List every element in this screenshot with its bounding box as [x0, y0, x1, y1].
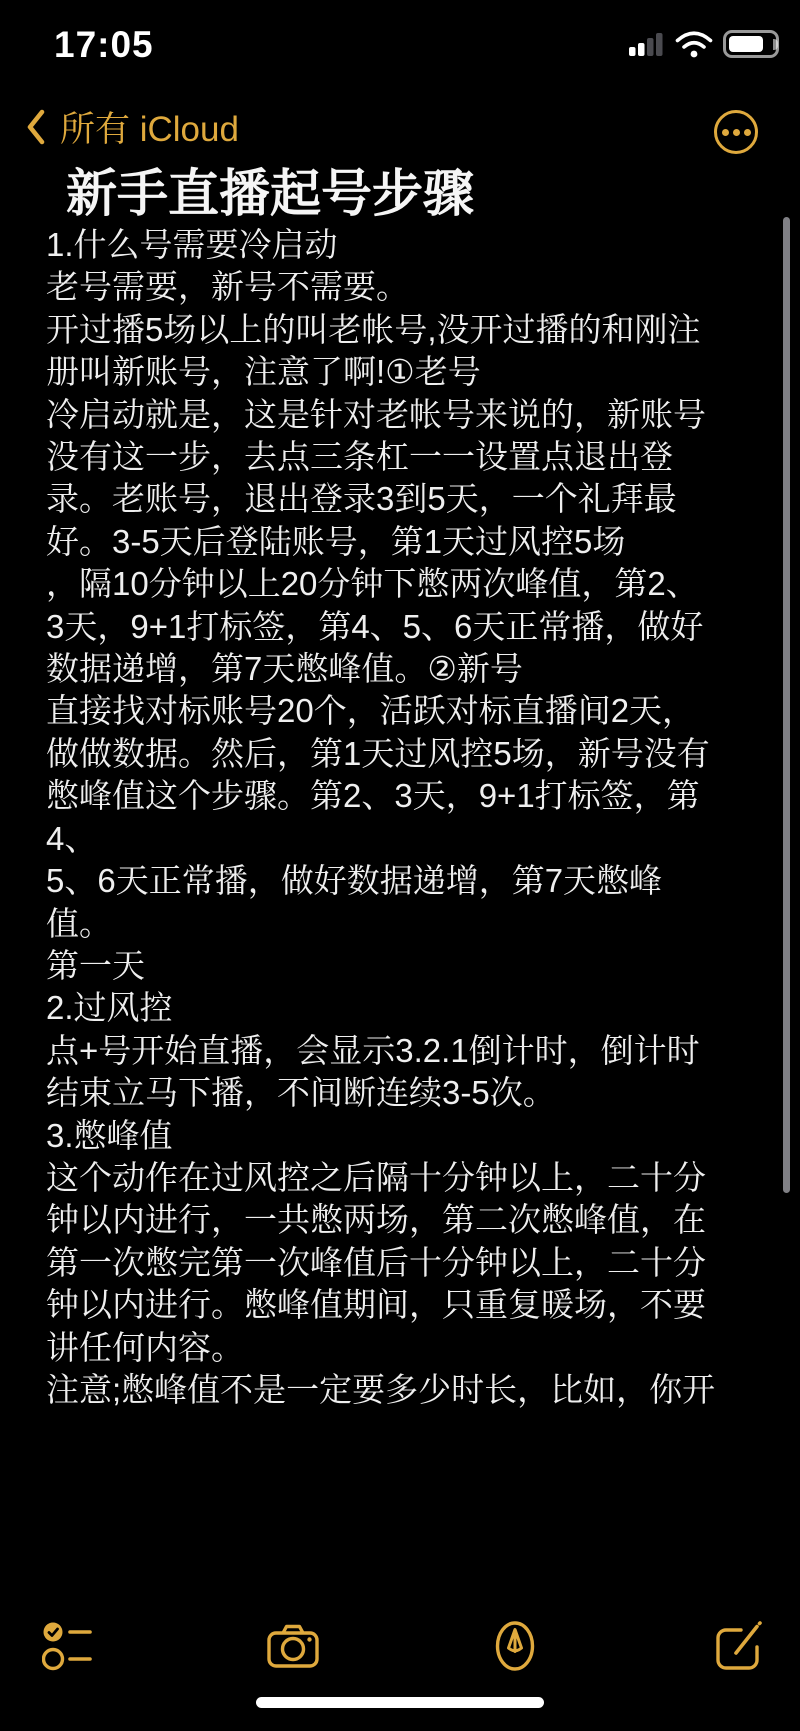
wifi-icon	[675, 30, 713, 58]
chevron-left-icon	[26, 108, 46, 146]
note-line: 直接找对标账号20个，活跃对标直播间2天，	[46, 692, 696, 730]
note-line: 憋峰值这个步骤。第2、3天，9+1打标签，第	[46, 777, 700, 815]
note-body[interactable]	[46, 224, 776, 1411]
note-line: 注意;憋峰值不是一定要多少时长，比如，你开	[46, 1370, 716, 1408]
note-line: 值。	[46, 904, 112, 942]
note-line: 做做数据。然后，第1天过风控5场，新号没有	[46, 734, 710, 772]
note-line: 钟以内进行，一共憋两场，第二次憋峰值，在	[46, 1201, 706, 1239]
note-line: 好。3-5天后登陆账号，第1天过风控5场	[46, 522, 626, 560]
checklist-icon[interactable]	[42, 1618, 98, 1674]
note-line: 4、	[46, 819, 98, 857]
camera-icon[interactable]	[265, 1618, 321, 1674]
compose-icon[interactable]	[710, 1618, 766, 1674]
status-icons	[629, 30, 778, 58]
note-line: ，隔10分钟以上20分钟下憋两次峰值，第2、	[46, 565, 699, 603]
note-line: 第一次憋完第一次峰值后十分钟以上，二十分	[46, 1243, 706, 1281]
note-line: 册叫新账号，注意了啊!①老号	[46, 353, 481, 391]
ellipsis-icon	[722, 129, 729, 136]
back-label: 所有 iCloud	[60, 110, 239, 149]
note-line: 3.憋峰值	[46, 1116, 173, 1154]
note-title[interactable]: 新手直播起号步骤	[66, 165, 475, 222]
markup-icon[interactable]	[487, 1618, 543, 1674]
note-line: 老号需要，新号不需要。	[46, 268, 409, 306]
note-line: 3天，9+1打标签，第4、5、6天正常播，做好	[46, 607, 704, 645]
status-bar	[0, 0, 800, 90]
note-line: 钟以内进行。憋峰值期间，只重复暖场，不要	[46, 1286, 706, 1324]
more-button[interactable]	[714, 110, 758, 154]
home-indicator[interactable]	[256, 1697, 544, 1708]
note-line: 结束立马下播，不间断连续3-5次。	[46, 1074, 556, 1112]
note-line: 1.什么号需要冷启动	[46, 226, 338, 263]
note-line: 没有这一步，去点三条杠一一设置点退出登	[46, 438, 673, 476]
note-line: 5、6天正常播，做好数据递增，第7天憋峰	[46, 862, 663, 900]
cellular-signal-icon	[629, 31, 665, 57]
note-line: 录。老账号，退出登录3到5天，一个礼拜最	[46, 480, 677, 518]
note-line: 这个动作在过风控之后隔十分钟以上，二十分	[46, 1158, 706, 1196]
note-line: 2.过风控	[46, 989, 173, 1027]
note-line: 讲任何内容。	[46, 1328, 244, 1366]
note-line: 点+号开始直播，会显示3.2.1倒计时，倒计时	[46, 1031, 700, 1069]
status-time: 17:05	[54, 24, 154, 65]
note-line: 数据递增，第7天憋峰值。②新号	[46, 650, 523, 688]
nav-bar	[0, 96, 800, 160]
battery-icon	[723, 30, 778, 58]
note-line: 冷启动就是，这是针对老帐号来说的，新账号	[46, 395, 706, 433]
bottom-toolbar	[0, 1608, 800, 1684]
back-button[interactable]	[26, 102, 239, 152]
note-line: 第一天	[46, 946, 145, 984]
note-line: 开过播5场以上的叫老帐号,没开过播的和刚注	[46, 310, 701, 348]
scrollbar-thumb[interactable]	[783, 217, 790, 1193]
